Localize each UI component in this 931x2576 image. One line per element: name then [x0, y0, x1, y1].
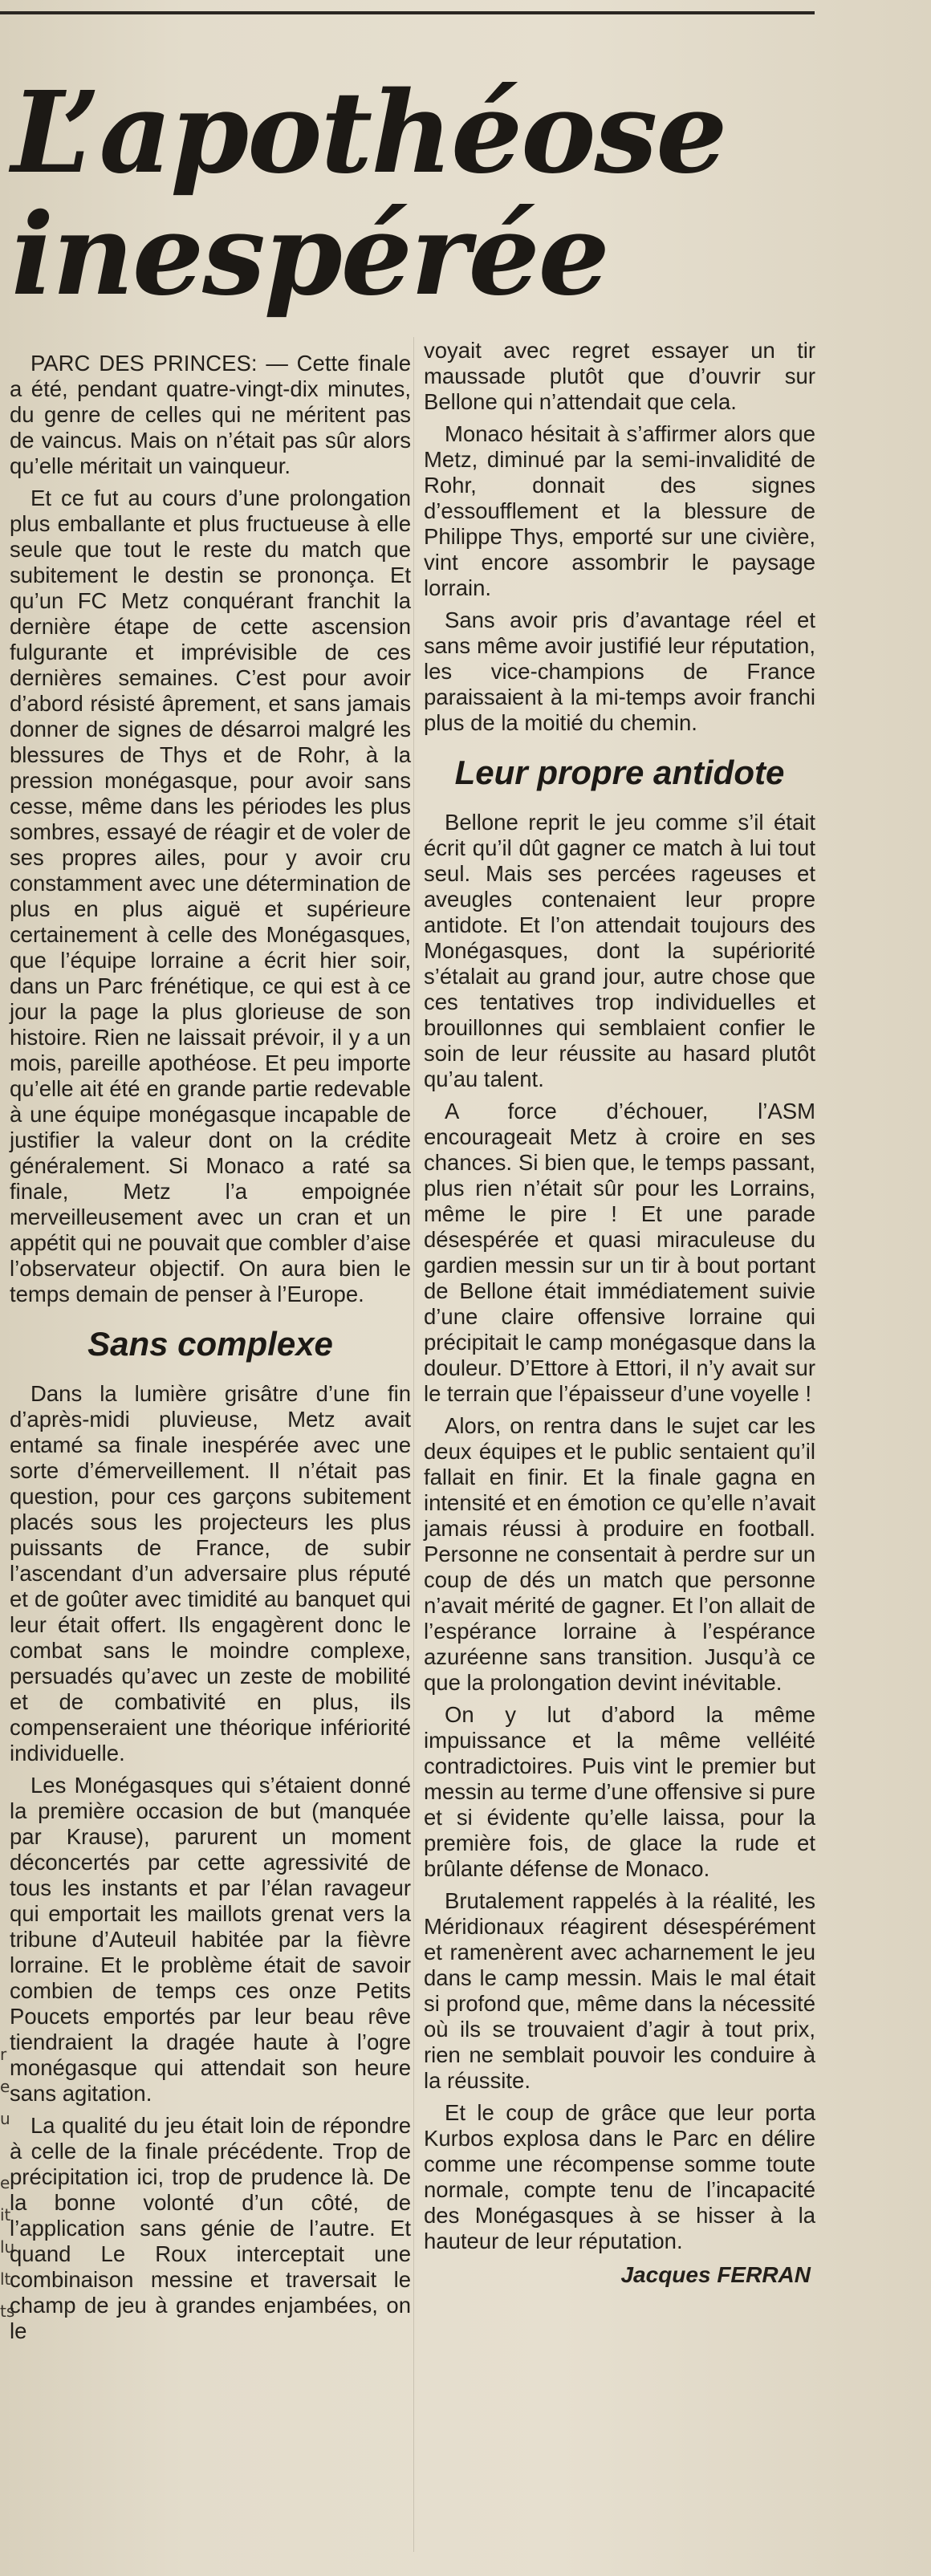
paragraph: PARC DES PRINCES: — Cette finale a été, pendant quatre-vingt-dix minutes, du genre de celles qui ne méritent pas de vaincus. Mais on n’était pas sûr alors qu’elle méritait un vainqueur.: [10, 351, 411, 478]
headline-line-2: inespérée: [11, 189, 608, 321]
column-divider: [413, 337, 414, 2552]
headline-line-1: L’apothéose: [11, 67, 726, 199]
top-rule: [0, 11, 815, 14]
paragraph: A force d’échouer, l’ASM encourageait Metz à croire en ses chances. Si bien que, le temps passant, plus rien n’était sûr pour les Lorrains, même le pire ! Et une parade désespérée et quasi miraculeuse du gardien messin sur un tir à bout portant de Bellone était immédiatement suivie d’une claire offensive lorraine qui précipitait le camp monégasque dans la douleur. D’Ettore à Ettori, il n’y avait sur le terrain que l’épaisseur d’une voyelle !: [424, 1099, 815, 1406]
paragraph: Et ce fut au cours d’une prolongation plus emballante et plus fructueuse à elle seule que tout le reste du match que subitement le destin se prononça. Et qu’un FC Metz conquérant franchit la dernière étape de cette ascension fulgurante et imprévisible de ces dernières semaines. C’est pour avoir d’abord résisté âprement, et sans jamais donner de signes de désarroi malgré les blessures de Thys et de Rohr, à la pression monégasque, pour avoir sans cesse, même dans les périodes les plus sombres, essayé de réagir et de voler de ses propres ailes, pour y avoir cru constamment avec une détermination de plus en plus aiguë et supérieure certainement à celle des Monégasques, que l’équipe lorraine a écrit hier soir, dans un Parc frénétique, ce qui est à ce jour la page la plus glorieuse de son histoire. Rien ne laissait prévoir, il y a un mois, pareille apothéose. Et peu importe qu’elle ait été en grande partie redevable à une équipe monégasque incapable de justifier la valeur dont on la crédite généralement. Si Monaco a raté sa finale, Metz l’a empoignée merveilleusement avec un cran et un appétit qui ne pouvait que combler d’aise l’observateur objectif. On aura bien le temps demain de penser à l’Europe.: [10, 486, 411, 1306]
subheading-sans-complexe: Sans complexe: [87, 1325, 333, 1363]
paragraph: On y lut d’abord la même impuissance et la même velléité contradictoires. Puis vint le premier but messin au terme d’une offensive si pure et si évidente qu’elle laissa, pour la première fois, de glace la rude et brûlante défense de Monaco.: [424, 1702, 815, 1881]
paragraph: Les Monégasques qui s’étaient donné la première occasion de but (manquée par Krause), parurent un moment déconcertés par cette agressivité de tous les instants et par l’élan ravageur qui emportait les maillots grenat vers la tribune d’Auteuil habitée par la fièvre lorraine. Et le problème était de savoir combien de temps ces onze Petits Poucets emportés par leur beau rêve tiendraient la dragée haute à l’ogre monégasque qui attendait son heure sans agitation.: [10, 1773, 411, 2106]
adjacent-column-fragments: r e u e it lu lt ts: [0, 2045, 14, 2321]
paragraph: Dans la lumière grisâtre d’une fin d’après-midi pluvieuse, Metz avait entamé sa finale inespérée avec une sorte d’émerveillement. Il n’était pas question, pour ces garçons subitement placés sous les projecteurs les plus puissants de France, de subir l’ascendant d’un adversaire plus réputé et de goûter avec timidité au banquet qui leur était offert. Ils engagèrent donc le combat sans le moindre complexe, persuadés qu’avec un zeste de mobilité et de combativité en plus, ils compenseraient une théorique infériorité individuelle.: [10, 1381, 411, 1765]
paragraph: Monaco hésitait à s’affirmer alors que Metz, diminué par la semi-invalidité de Rohr, donnait des signes d’essoufflement et la blessure de Philippe Thys, emporté sur une civière, vint encore assombrir le paysage lorrain.: [424, 421, 815, 600]
author-signature: Jacques FERRAN: [620, 2262, 811, 2287]
paragraph: Alors, on rentra dans le sujet car les deux équipes et le public sentaient qu’il fallait en finir. Et la finale gagna en intensité et en émotion ce qu’elle n’avait jamais réussi à produire en football. Personne ne consentait à perdre sur un coup de dés un match que personne n’avait mérité de gagner. Et l’on allait de l’espérance lorraine à l’espérance azuréenne sans transition. Jusqu’à ce que la prolongation devint inévitable.: [424, 1413, 815, 1695]
article-column-2: [424, 338, 815, 2288]
article-column-1: [10, 351, 411, 2350]
paragraph: voyait avec regret essayer un tir maussade plutôt que d’ouvrir sur Bellone qui n’attendait que cela.: [424, 338, 815, 414]
paragraph: Et le coup de grâce que leur porta Kurbos explosa dans le Parc en délire comme une récompense somme toute normale, compte tenu de l’incapacité des Monégasques à se hisser à la hauteur de leur réputation.: [424, 2100, 815, 2253]
headline: [11, 67, 814, 321]
subheading-leur-propre-antidote: Leur propre antidote: [454, 754, 785, 791]
paragraph: Brutalement rappelés à la réalité, les Méridionaux réagirent désespérément et ramenèrent avec acharnement le jeu dans le camp messin. Mais le mal était si profond que, même dans la nécessité où ils se trouvaient d’agir à tout prix, rien ne semblait pouvoir les conduire à la réussite.: [424, 1888, 815, 2093]
paragraph: La qualité du jeu était loin de répondre à celle de la finale précédente. Trop de précipitation ici, trop de prudence là. De la bonne volonté d’un côté, de l’application sans génie de l’autre. Et quand Le Roux interceptait une combinaison messine et traversait le champ de jeu à grandes enjambées, on le: [10, 2113, 411, 2343]
paragraph: Sans avoir pris d’avantage réel et sans même avoir justifié leur réputation, les vice-champions de France paraissaient à la mi-temps avoir franchi plus de la moitié du chemin.: [424, 607, 815, 735]
paragraph: Bellone reprit le jeu comme s’il était écrit qu’il dût gagner ce match à lui tout seul. Mais ses percées rageuses et aveugles contenaient leur propre antidote. Et l’on attendait toujours des Monégasques, dont la supériorité s’étalait au grand jour, autre chose que ces tentatives trop individuelles et brouillonnes qui semblaient confier le soin de leur réussite au hasard plutôt qu’au talent.: [424, 810, 815, 1091]
